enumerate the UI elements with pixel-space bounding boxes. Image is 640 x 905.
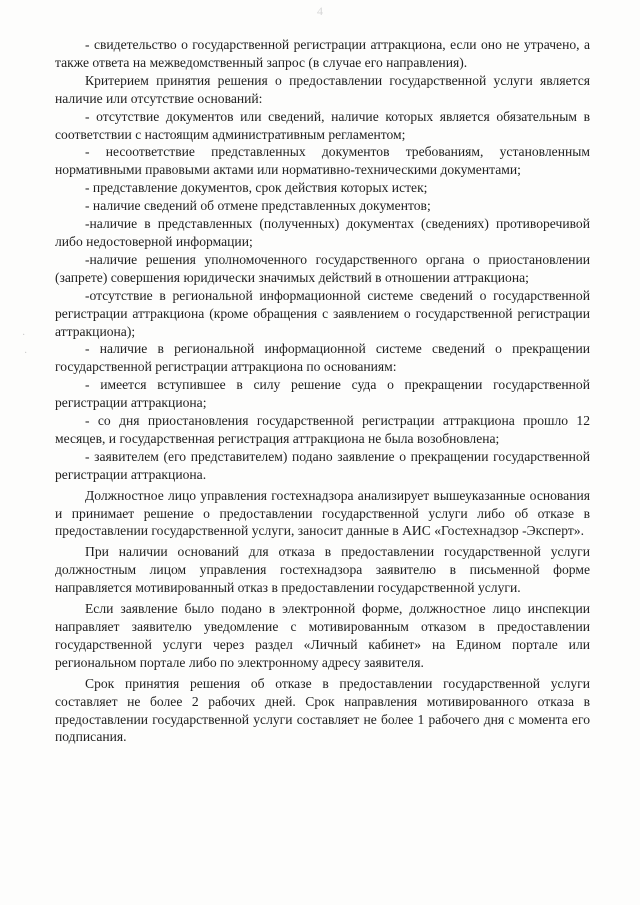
paragraph-refusal-electronic: Если заявление было подано в электронной форме, должностное лицо инспекции направляет заявителю уведомление с мотивированным отказом в предоставлении государственной услуги через раздел «Личный кабинет» на Едином портале или региональном портале либо по электронному адресу заявителя. <box>55 601 590 670</box>
page-number: 4 <box>317 4 323 18</box>
list-item-suspension-decision: -наличие решения уполномоченного государственного органа о приостановлении (запрете) совершения юридически значимых действий в отношении аттракциона; <box>55 251 590 285</box>
paragraph-deadlines: Срок принятия решения об отказе в предоставлении государственной услуги составляет не более 2 рабочих дней. Срок направления мотивированного отказа в предоставлении государственной услуги составляет не более 1 рабочего дня с момента его подписания. <box>55 675 590 745</box>
list-item-missing-documents: - отсутствие документов или сведений, наличие которых является обязательным в соответствии с настоящим административным регламентом; <box>55 108 590 142</box>
list-item-cancelled-documents: - наличие сведений об отмене представленных документов; <box>85 198 431 214</box>
list-item-twelve-months: - со дня приостановления государственной регистрации аттракциона прошло 12 месяцев, и государственная регистрация аттракциона не была возобновлена; <box>55 413 590 446</box>
list-item-no-registration-info: -отсутствие в региональной информационной системе сведений о государственной регистрации аттракциона (кроме обращения с заявлением о государственной регистрации аттракциона); <box>55 287 590 339</box>
document-body <box>55 36 590 746</box>
paragraph-official-analysis: Должностное лицо управления гостехнадзора анализирует вышеуказанные основания и принимает решение о предоставлении государственной услуги либо об отказе в предоставлении государственной услуги, заносит данные в АИС «Гостехнадзор -Эксперт». <box>55 487 590 539</box>
list-item-contradictory-info: -наличие в представленных (полученных) документах (сведениях) противоречивой либо недостоверной информации; <box>55 216 590 249</box>
list-item-expired-documents: - представление документов, срок действия которых истек; <box>85 180 428 196</box>
list-item-nonconformity: - несоответствие представленных документов требованиям, установленным нормативными правовыми актами или нормативно-техническими документами; <box>55 144 590 178</box>
scan-mark: · <box>22 330 26 341</box>
list-item-applicant-request: - заявителем (его представителем) подано заявление о прекращении государственной регистрации аттракциона. <box>55 448 590 482</box>
paragraph-certificate: - свидетельство о государственной регистрации аттракциона, если оно не утрачено, а также ответа на межведомственный запрос (в случае его направления). <box>55 37 590 70</box>
scan-mark: · <box>24 348 28 359</box>
list-item-court-decision: - имеется вступившее в силу решение суда о прекращении государственной регистрации аттракциона; <box>55 377 590 411</box>
paragraph-refusal-written: При наличии оснований для отказа в предоставлении государственной услуги должностным лицом управления гостехнадзора заявителю в письменной форме направляется мотивированный отказ в предоставлении государственной услуги. <box>55 544 590 596</box>
list-item-termination-info: - наличие в региональной информационной системе сведений о прекращении государственной регистрации аттракциона по основаниям: <box>55 341 590 375</box>
paragraph-criterion: Критерием принятия решения о предоставлении государственной услуги является наличие или отсутствие оснований: <box>55 72 590 106</box>
